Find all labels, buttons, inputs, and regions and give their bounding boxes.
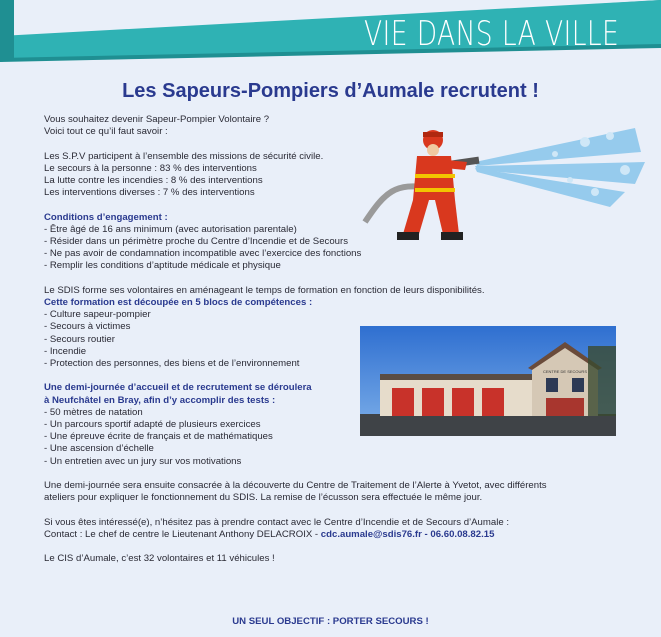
contact-separator: - xyxy=(421,528,431,540)
formation-list xyxy=(44,309,624,370)
cis-line: Le CIS d’Aumale, c’est 32 volontaires et 11 véhicules ! xyxy=(44,553,275,565)
list-item: - Incendie xyxy=(44,346,624,358)
contact-phone[interactable]: 06.60.08.82.15 xyxy=(430,528,495,540)
contact-email-link[interactable]: cdc.aumale@sdis76.fr xyxy=(320,528,422,540)
demi-journee-line: Une demi-journée sera ensuite consacrée à la découverte du Centre de Traitement de l’Alerte à Yvetot, avec différents xyxy=(44,480,547,492)
conditions-list xyxy=(44,224,624,273)
contact-intro: Si vous êtes intéressé(e), n’hésitez pas à prendre contact avec le Centre d’Incendie et de Secours d’Aumale : xyxy=(44,516,510,528)
list-item: - Remplir les conditions d’aptitude médicale et physique xyxy=(44,260,624,272)
list-item: - Un entretien avec un jury sur vos motivations xyxy=(44,456,624,468)
list-item: - Être âgé de 16 ans minimum (avec autorisation parentale) xyxy=(44,224,624,236)
missions-line: La lutte contre les incendies : 8 % des interventions xyxy=(44,175,263,186)
list-item: - Secours routier xyxy=(44,334,624,346)
list-item: - Un parcours sportif adapté de plusieurs exercices xyxy=(44,419,624,431)
recrutement-heading: Une demi-journée d’accueil et de recrutement se déroulera xyxy=(44,382,312,394)
contact-line xyxy=(44,529,624,541)
list-item: - 50 mètres de natation xyxy=(44,407,624,419)
station-sign: CENTRE DE SECOURS xyxy=(542,369,588,374)
list-item: - Une ascension d’échelle xyxy=(44,443,624,455)
page-title: Les Sapeurs-Pompiers d’Aumale recrutent ! xyxy=(122,80,539,102)
missions-line: Les interventions diverses : 7 % des interventions xyxy=(44,187,255,199)
intro-line: Vous souhaitez devenir Sapeur-Pompier Volontaire ? xyxy=(44,114,270,125)
footer-slogan: UN SEUL OBJECTIF : PORTER SECOURS ! xyxy=(232,616,429,627)
section-title: VIE DANS LA VILLE xyxy=(363,14,619,54)
recrutement-heading: à Neufchâtel en Bray, afin d’y accomplir des tests : xyxy=(44,394,276,406)
formation-intro: Le SDIS forme ses volontaires en aménageant le temps de formation en fonction de leurs disponibilités. xyxy=(44,284,485,296)
list-item: - Culture sapeur-pompier xyxy=(44,309,624,321)
recrutement-list xyxy=(44,407,624,468)
list-item: - Secours à victimes xyxy=(44,321,624,333)
list-item: - Ne pas avoir de condamnation incompatible avec l’exercice des fonctions xyxy=(44,248,624,260)
missions-line: Les S.P.V participent à l’ensemble des missions de sécurité civile. xyxy=(44,150,324,162)
formation-heading: Cette formation est découpée en 5 blocs de compétences : xyxy=(44,297,313,308)
list-item: - Résider dans un périmètre proche du Centre d’Incendie et de Secours xyxy=(44,236,624,248)
list-item: - Une épreuve écrite de français et de mathématiques xyxy=(44,431,624,443)
missions-line: Le secours à la personne : 83 % des interventions xyxy=(44,162,257,174)
article-body xyxy=(44,114,624,565)
demi-journee-line: ateliers pour expliquer le fonctionnement du SDIS. La remise de l’écusson sera effectuée le même jour. xyxy=(44,492,483,504)
conditions-heading: Conditions d’engagement : xyxy=(44,211,168,223)
list-item: - Protection des personnes, des biens et de l’environnement xyxy=(44,358,624,370)
intro-line: Voici tout ce qu’il faut savoir : xyxy=(44,126,168,138)
contact-prefix: Contact : Le chef de centre le Lieutenant Anthony DELACROIX - xyxy=(44,528,321,540)
